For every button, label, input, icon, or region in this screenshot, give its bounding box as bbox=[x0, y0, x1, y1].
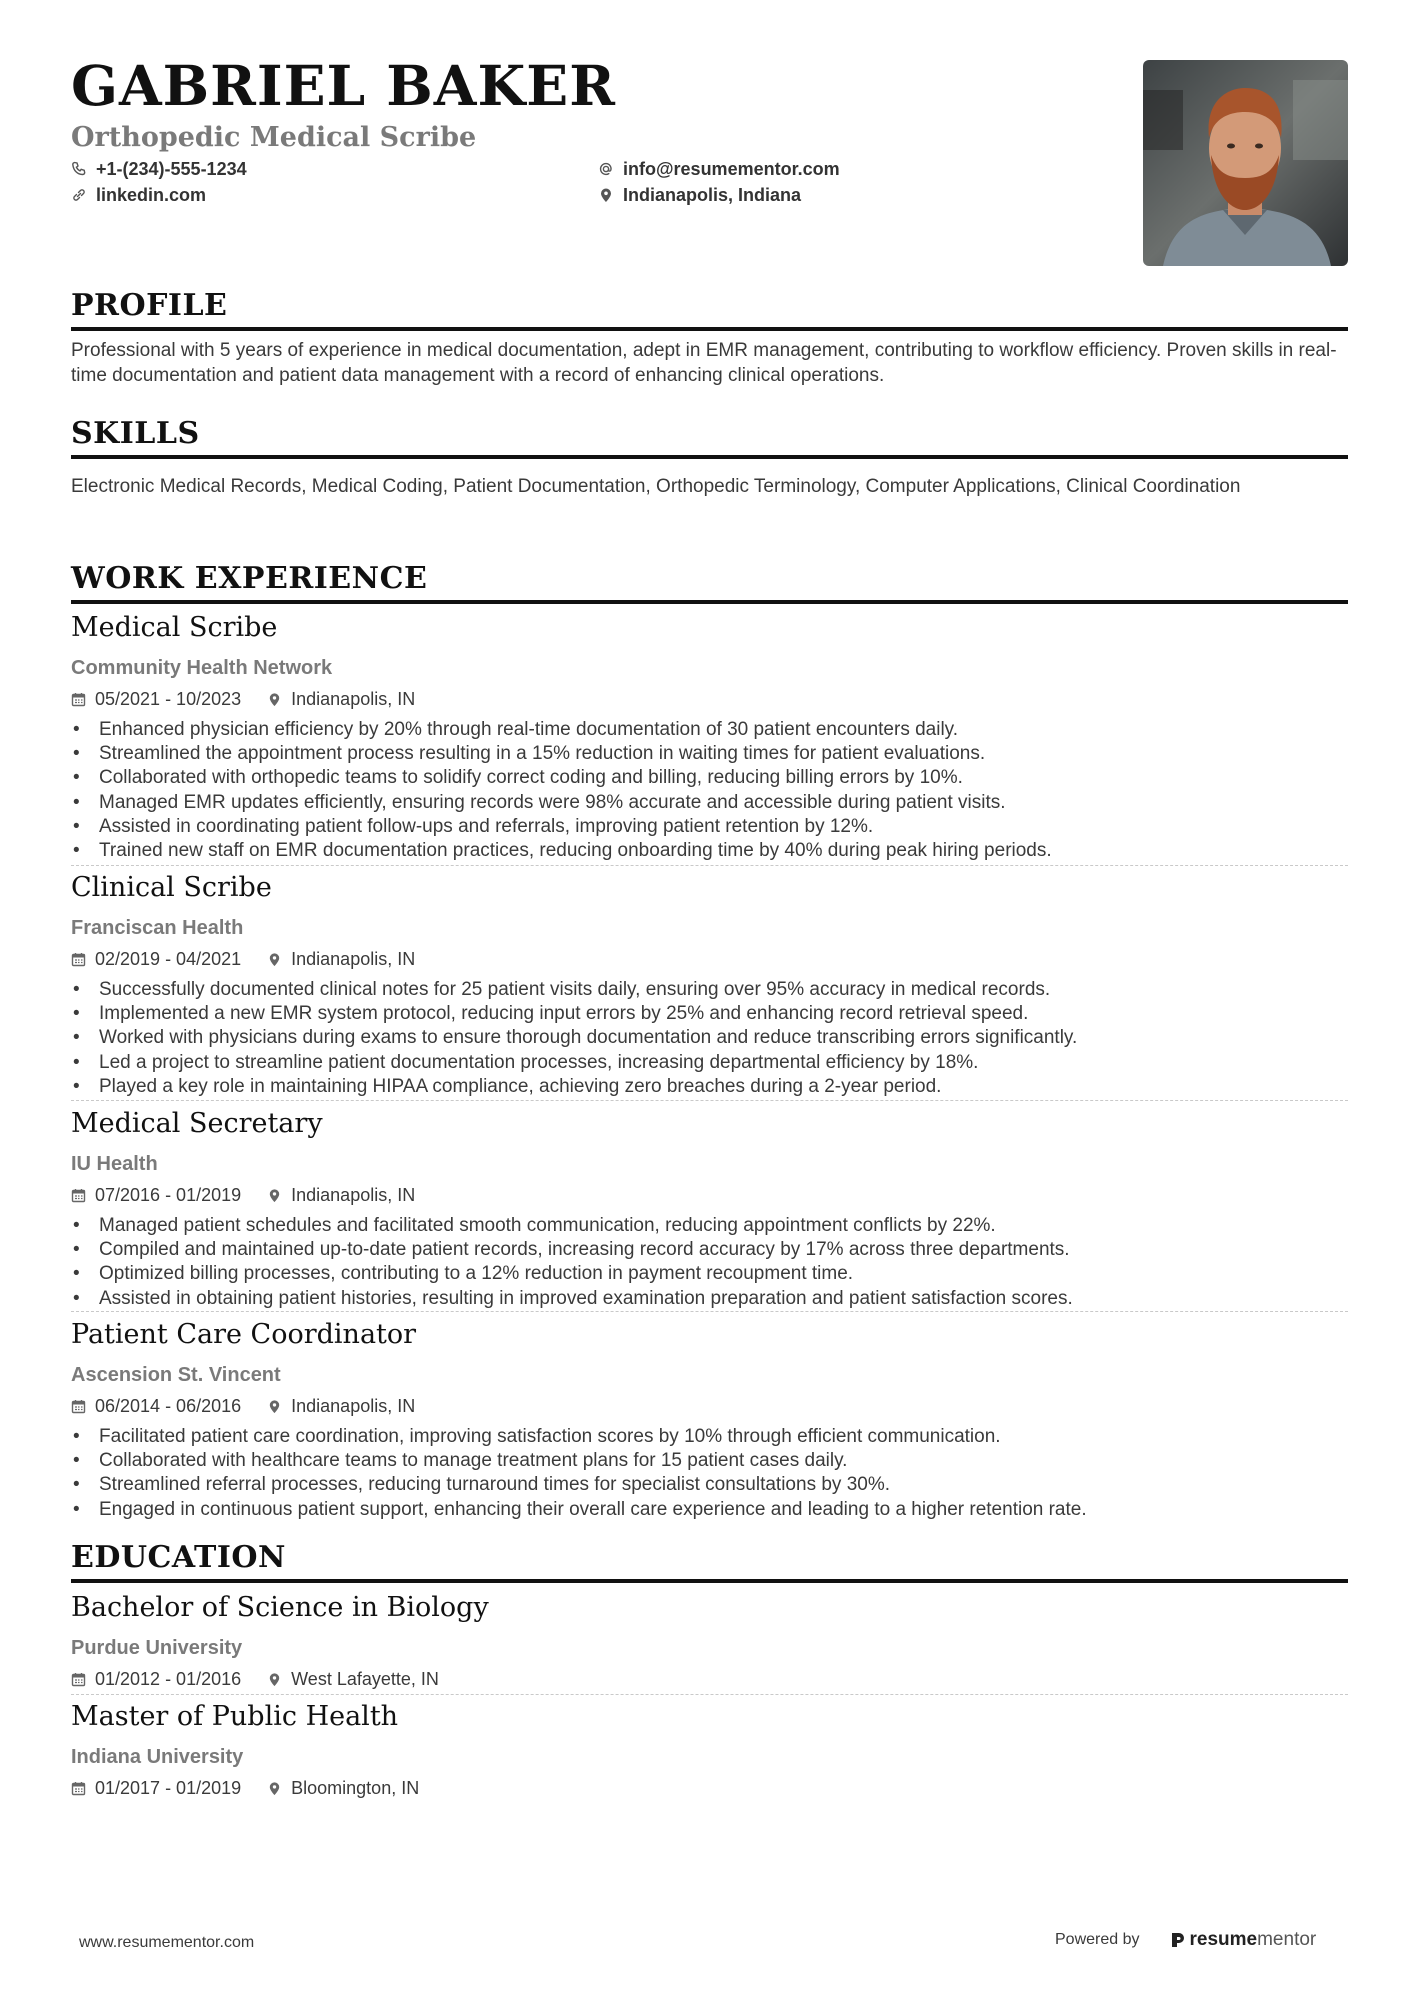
bullet-item: • Led a project to streamline patient documentation processes, increasing departmental efficiency by 18%. bbox=[71, 1051, 1348, 1075]
job-entry bbox=[71, 614, 1348, 863]
job-title: Clinical Scribe bbox=[71, 872, 272, 903]
job-bullets bbox=[71, 978, 1348, 1099]
school-name: Indiana University bbox=[71, 1746, 244, 1768]
powered-by-label: Powered by bbox=[1055, 1931, 1140, 1948]
contact-location bbox=[598, 186, 801, 204]
map-pin-icon bbox=[267, 1399, 282, 1414]
bullet-item: • Compiled and maintained up-to-date patient records, increasing record accuracy by 17% across three departments. bbox=[71, 1238, 1348, 1262]
profile-photo bbox=[1143, 60, 1348, 266]
calendar-icon bbox=[71, 1781, 86, 1796]
skills-text: Electronic Medical Records, Medical Coding, Patient Documentation, Orthopedic Terminology, Computer Applications, Clinical Coordination bbox=[71, 476, 1241, 497]
bullet-item: • Assisted in obtaining patient histories, resulting in improved examination preparation and patient satisfaction scores. bbox=[71, 1287, 1348, 1311]
brand-name-bold: resume bbox=[1189, 1929, 1258, 1950]
footer-powered-by bbox=[1055, 1929, 1316, 1951]
job-divider bbox=[71, 865, 1348, 866]
job-dates: 05/2021 - 10/2023 bbox=[95, 689, 242, 709]
education-location: Bloomington, IN bbox=[291, 1778, 420, 1798]
phone-icon bbox=[71, 161, 87, 177]
job-divider bbox=[71, 1100, 1348, 1101]
education-dates: 01/2012 - 01/2016 bbox=[95, 1669, 242, 1689]
job-title-subtitle: Orthopedic Medical Scribe bbox=[71, 122, 477, 153]
phone-text: +1-(234)-555-1234 bbox=[96, 159, 247, 179]
education-heading: EDUCATION bbox=[71, 1543, 1348, 1583]
job-location: Indianapolis, IN bbox=[291, 949, 416, 969]
job-divider bbox=[71, 1311, 1348, 1312]
contact-linkedin[interactable] bbox=[71, 186, 206, 204]
resumementor-logo-icon bbox=[1170, 1931, 1186, 1949]
map-pin-icon bbox=[267, 692, 282, 707]
job-meta bbox=[71, 1397, 1348, 1415]
map-pin-icon bbox=[267, 1188, 282, 1203]
bullet-item: • Facilitated patient care coordination, improving satisfaction scores by 10% through efficient communication. bbox=[71, 1425, 1348, 1449]
bullet-item: • Streamlined the appointment process resulting in a 15% reduction in waiting times for patient evaluations. bbox=[71, 742, 1348, 766]
calendar-icon bbox=[71, 1672, 86, 1687]
job-entry bbox=[71, 1321, 1348, 1522]
education-divider bbox=[71, 1694, 1348, 1695]
job-dates: 07/2016 - 01/2019 bbox=[95, 1185, 242, 1205]
brand-name-light: mentor bbox=[1257, 1929, 1317, 1950]
footer-website[interactable]: www.resumementor.com bbox=[79, 1934, 255, 1951]
brand-logo[interactable] bbox=[1170, 1929, 1317, 1951]
calendar-icon bbox=[71, 952, 86, 967]
bullet-item: • Played a key role in maintaining HIPAA compliance, achieving zero breaches during a 2-year period. bbox=[71, 1075, 1348, 1099]
job-meta bbox=[71, 1186, 1348, 1204]
bullet-item: • Engaged in continuous patient support, enhancing their overall care experience and leading to a higher retention rate. bbox=[71, 1498, 1348, 1522]
job-title: Patient Care Coordinator bbox=[71, 1319, 417, 1350]
calendar-icon bbox=[71, 692, 86, 707]
work-experience-heading: WORK EXPERIENCE bbox=[71, 564, 1348, 604]
job-title: Medical Scribe bbox=[71, 612, 278, 643]
job-title: Medical Secretary bbox=[71, 1108, 323, 1139]
profile-heading: PROFILE bbox=[71, 291, 1348, 331]
map-pin-icon bbox=[267, 1672, 282, 1687]
job-dates: 02/2019 - 04/2021 bbox=[95, 949, 242, 969]
education-entry bbox=[71, 1703, 1348, 1797]
bullet-item: • Streamlined referral processes, reducing turnaround times for specialist consultations by 30%. bbox=[71, 1473, 1348, 1497]
at-icon bbox=[598, 161, 614, 177]
job-location: Indianapolis, IN bbox=[291, 689, 416, 709]
bullet-item: • Collaborated with orthopedic teams to solidify correct coding and billing, reducing billing errors by 10%. bbox=[71, 766, 1348, 790]
job-meta bbox=[71, 950, 1348, 968]
calendar-icon bbox=[71, 1399, 86, 1414]
bullet-item: • Successfully documented clinical notes for 25 patient visits daily, ensuring over 95% accuracy in medical records. bbox=[71, 978, 1348, 1002]
job-company: Community Health Network bbox=[71, 657, 333, 679]
job-location: Indianapolis, IN bbox=[291, 1396, 416, 1416]
education-meta bbox=[71, 1779, 1348, 1797]
job-company: IU Health bbox=[71, 1153, 158, 1175]
calendar-icon bbox=[71, 1188, 86, 1203]
candidate-name: GABRIEL BAKER bbox=[71, 53, 616, 118]
job-company: Franciscan Health bbox=[71, 917, 244, 939]
contact-email[interactable] bbox=[598, 160, 840, 178]
bullet-item: • Managed patient schedules and facilitated smooth communication, reducing appointment conflicts by 22%. bbox=[71, 1214, 1348, 1238]
bullet-item: • Worked with physicians during exams to ensure thorough documentation and reduce transcribing errors significantly. bbox=[71, 1026, 1348, 1050]
map-pin-icon bbox=[267, 952, 282, 967]
location-text: Indianapolis, Indiana bbox=[623, 185, 802, 205]
bullet-item: • Managed EMR updates efficiently, ensuring records were 98% accurate and accessible during patient visits. bbox=[71, 791, 1348, 815]
education-meta bbox=[71, 1670, 1348, 1688]
bullet-item: • Optimized billing processes, contributing to a 12% reduction in payment recoupment time. bbox=[71, 1262, 1348, 1286]
job-meta bbox=[71, 690, 1348, 708]
job-bullets bbox=[71, 1425, 1348, 1522]
map-pin-icon bbox=[598, 187, 614, 203]
contact-phone bbox=[71, 160, 247, 178]
education-location: West Lafayette, IN bbox=[291, 1669, 439, 1689]
bullet-item: • Enhanced physician efficiency by 20% through real-time documentation of 30 patient encounters daily. bbox=[71, 718, 1348, 742]
skills-heading: SKILLS bbox=[71, 419, 1348, 459]
bullet-item: • Implemented a new EMR system protocol, reducing input errors by 25% and enhancing record retrieval speed. bbox=[71, 1002, 1348, 1026]
email-text[interactable]: info@resumementor.com bbox=[623, 159, 840, 179]
education-dates: 01/2017 - 01/2019 bbox=[95, 1778, 242, 1798]
job-entry bbox=[71, 1110, 1348, 1311]
bullet-item: • Trained new staff on EMR documentation practices, reducing onboarding time by 40% during peak hiring periods. bbox=[71, 839, 1348, 863]
education-entry bbox=[71, 1594, 1348, 1688]
school-name: Purdue University bbox=[71, 1637, 243, 1659]
job-dates: 06/2014 - 06/2016 bbox=[95, 1396, 242, 1416]
job-entry bbox=[71, 874, 1348, 1099]
map-pin-icon bbox=[267, 1781, 282, 1796]
job-location: Indianapolis, IN bbox=[291, 1185, 416, 1205]
bullet-item: • Collaborated with healthcare teams to manage treatment plans for 15 patient cases daily. bbox=[71, 1449, 1348, 1473]
linkedin-text[interactable]: linkedin.com bbox=[96, 185, 207, 205]
degree-title: Bachelor of Science in Biology bbox=[71, 1592, 489, 1623]
job-bullets bbox=[71, 1214, 1348, 1311]
bullet-item: • Assisted in coordinating patient follow-ups and referrals, improving patient retention by 12%. bbox=[71, 815, 1348, 839]
profile-text: Professional with 5 years of experience in medical documentation, adept in EMR management, contributing to workflow efficiency. Proven skills in real-time documentation and patient data management with a record of enhancing clinical operations. bbox=[71, 340, 1337, 386]
job-company: Ascension St. Vincent bbox=[71, 1364, 281, 1386]
link-icon bbox=[71, 187, 87, 203]
job-bullets bbox=[71, 718, 1348, 863]
degree-title: Master of Public Health bbox=[71, 1701, 399, 1732]
